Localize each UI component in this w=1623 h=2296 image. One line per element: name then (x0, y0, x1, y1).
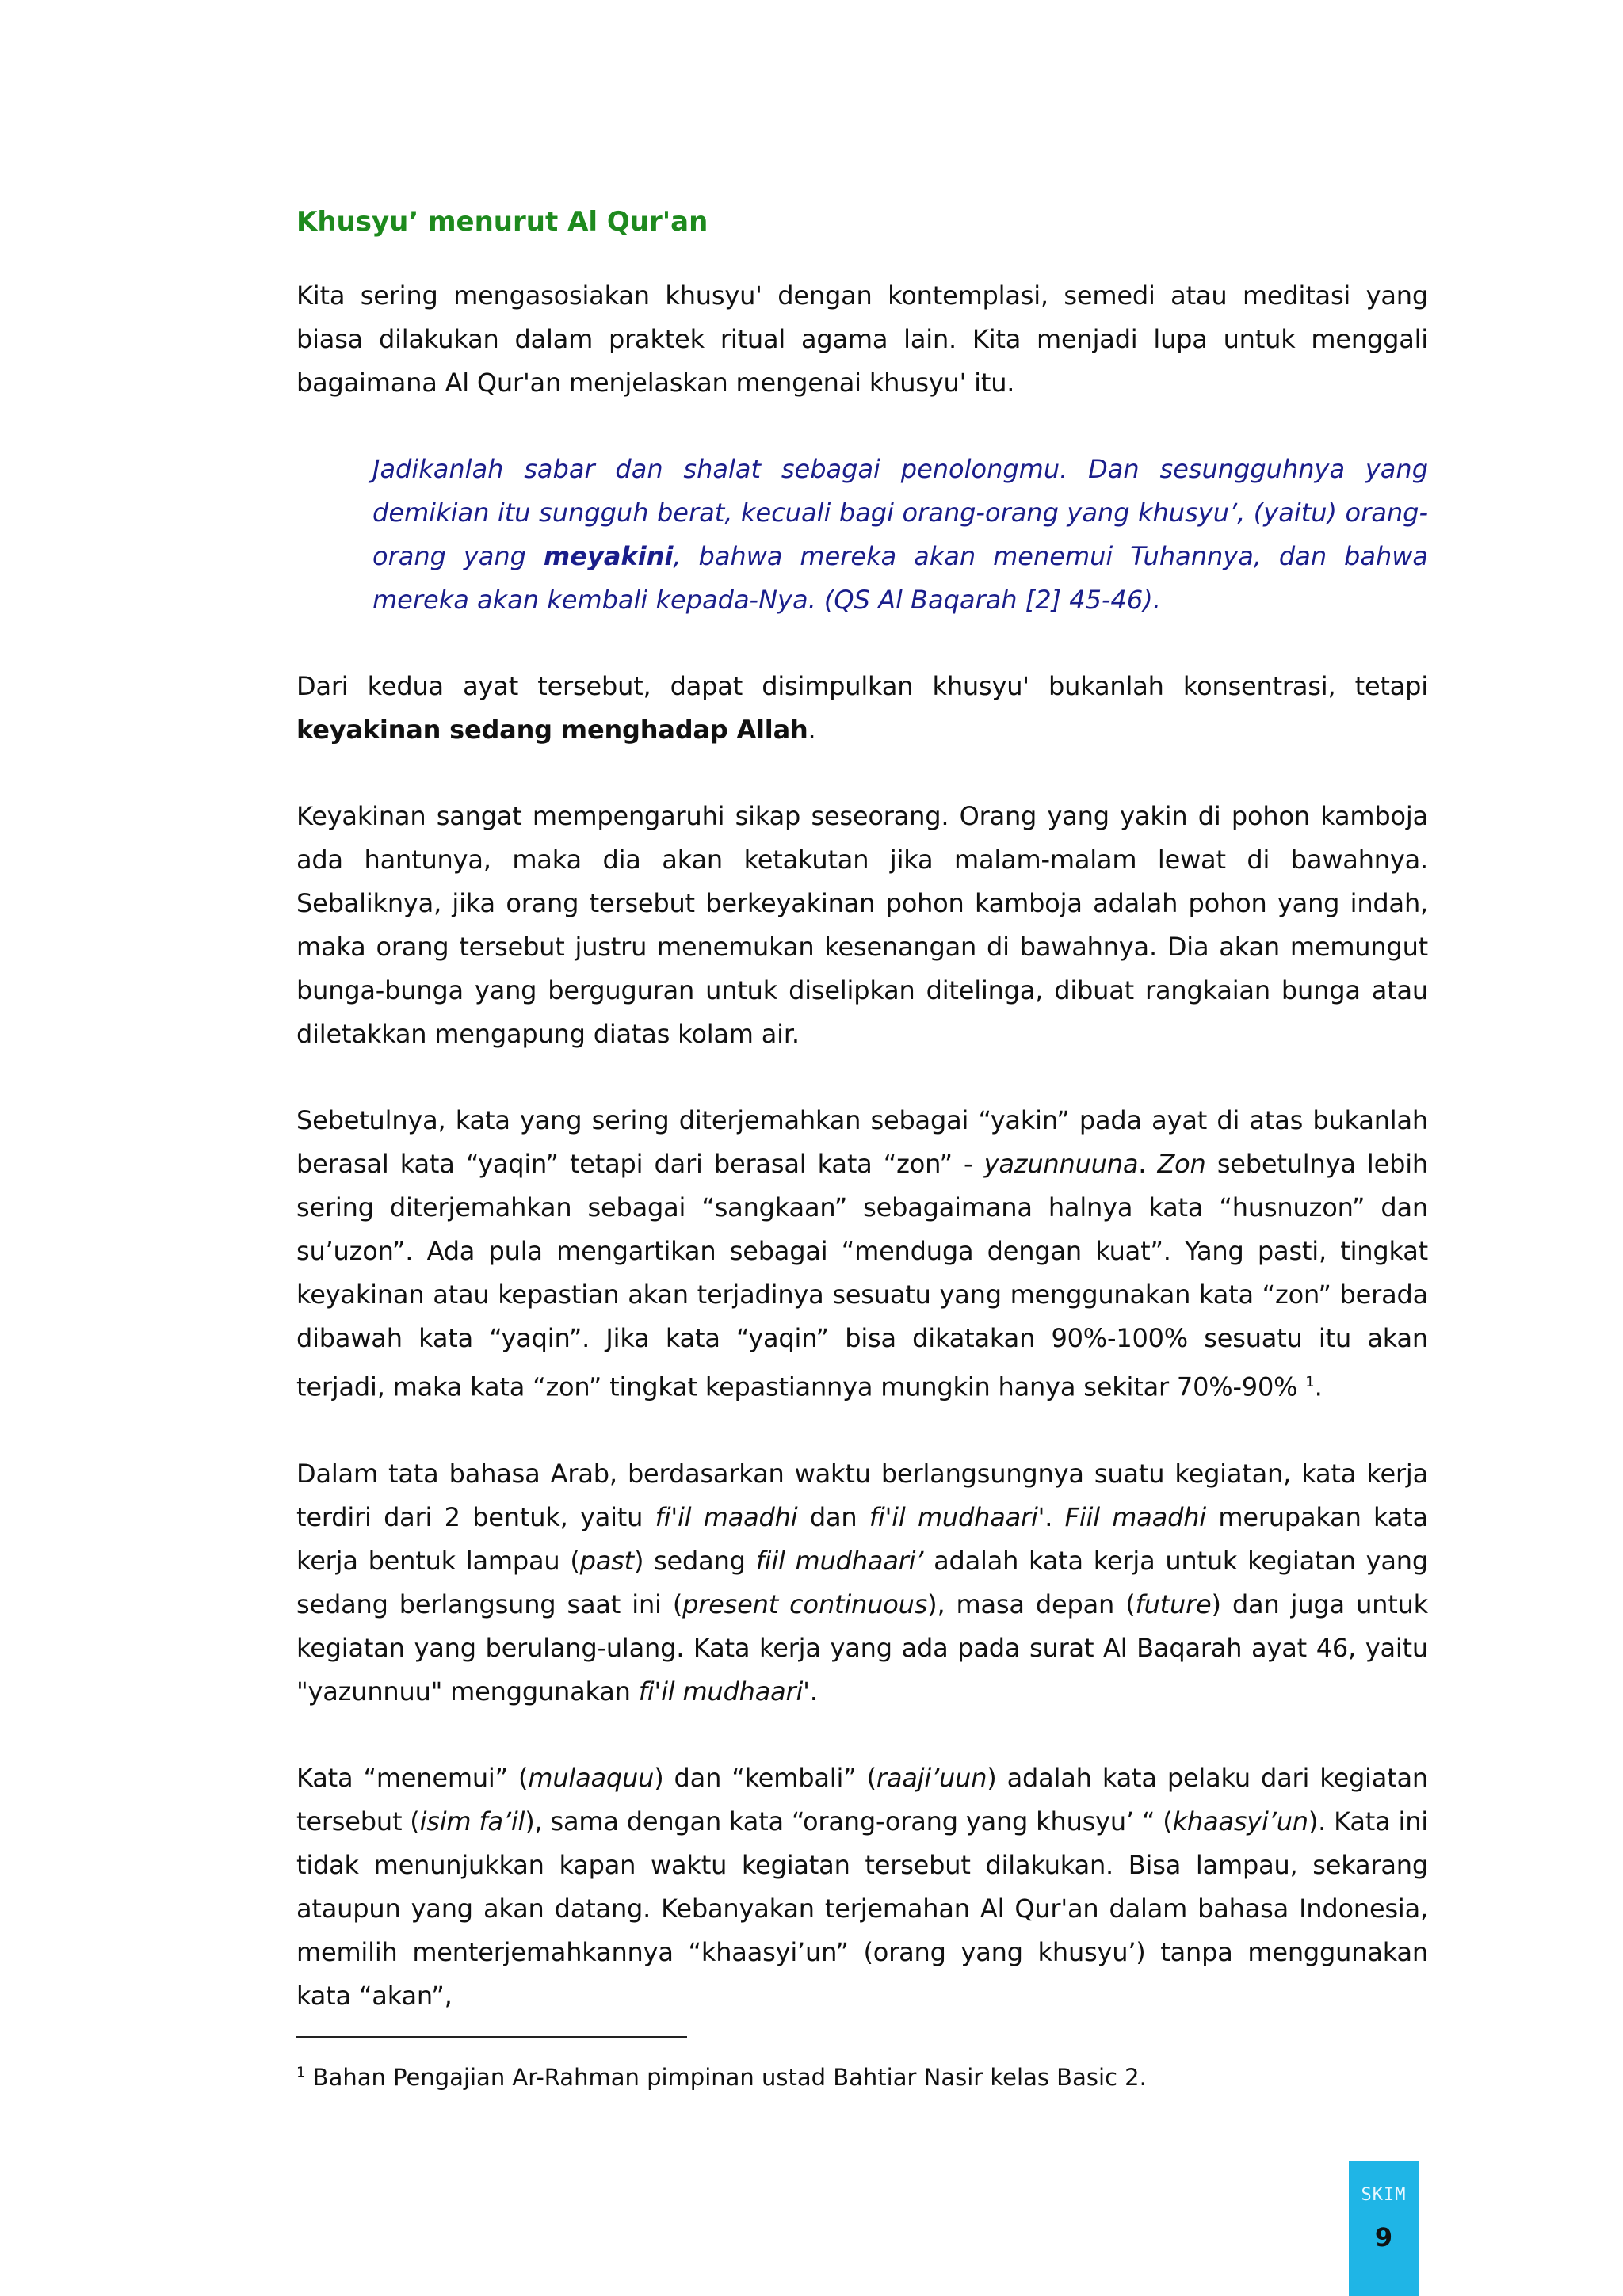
p4-text: Sebetulnya, kata yang sering diterjemahkan sebagai “yakin” pada ayat di atas bukanlah berasal kata “yaqin” tetapi dari berasal kata “zon” - (296, 1105, 1428, 1179)
page-content (296, 196, 1428, 2061)
p5-text: ) sedang (633, 1545, 756, 1576)
footnote-text: Bahan Pengajian Ar-Rahman pimpinan ustad Bahtiar Nasir kelas Basic 2. (305, 2064, 1147, 2091)
badge-label: SKIM (1361, 2185, 1407, 2205)
p5-text: ) dan juga untuk kegiatan yang berulang-ulang. Kata kerja yang ada pada surat Al Baqarah ayat 46, yaitu "yazunnuu" menggunakan (296, 1589, 1428, 1707)
p4-italic: Zon (1157, 1149, 1206, 1179)
quote-bold: meyakini (543, 541, 674, 571)
p5-italic: fiil mudhaari’ (755, 1545, 924, 1576)
p5-text: dan (797, 1501, 869, 1532)
p6-italic: khaasyi’un (1172, 1806, 1308, 1836)
page-number-badge (1349, 2161, 1419, 2296)
footnote-reference[interactable]: 1 (1305, 1374, 1315, 1390)
p5-text: adalah kata kerja untuk kegiatan yang sedang berlangsung saat ini ( (296, 1545, 1428, 1619)
footnote-divider (296, 2036, 687, 2038)
quote-text-2: , bahwa mereka akan menemui Tuhannya, dan bahwa mereka akan kembali kepada-Nya. (QS Al Baqarah [2] 45-46). (372, 541, 1429, 615)
p6-text: Kata “menemui” ( (296, 1762, 529, 1793)
p6-text: ) adalah kata pelaku dari kegiatan tersebut ( (296, 1762, 1428, 1836)
p4-text: . (1314, 1371, 1323, 1402)
section-title: Khusyu’ menurut Al Qur'an (296, 206, 708, 238)
p6-italic: raaji’uun (876, 1762, 987, 1793)
paragraph-2-text: Dari kedua ayat tersebut, dapat disimpulkan khusyu' bukanlah konsentrasi, tetapi (296, 671, 1428, 701)
paragraph-3: Keyakinan sangat mempengaruhi sikap seseorang. Orang yang yakin di pohon kamboja ada hantunya, maka dia akan ketakutan jika malam-malam lewat di bawahnya. Sebaliknya, jika orang tersebut berkeyakinan pohon kamboja adalah pohon yang indah, maka orang tersebut justru menemukan kesenangan di bawahnya. Dia akan memungut bunga-bunga yang berguguran untuk diselipkan ditelinga, dibuat rangkaian bunga atau diletakkan mengapung diatas kolam air. (296, 801, 1428, 1049)
p5-text: Dalam tata bahasa Arab, berdasarkan waktu berlangsungnya suatu kegiatan, kata kerja terdiri dari 2 bentuk, yaitu (296, 1458, 1428, 1532)
quote-text-1: Jadikanlah sabar dan shalat sebagai penolongmu. Dan sesungguhnya yang demikian itu sungguh berat, kecuali bagi orang-orang yang khusyu’, (yaitu) orang-orang yang (372, 454, 1428, 571)
paragraph-2-bold: keyakinan sedang menghadap Allah (296, 715, 808, 745)
p5-italic: fi'il mudhaari' (869, 1501, 1045, 1532)
p6-italic: mulaaquu (528, 1762, 655, 1793)
quran-quote (372, 448, 1428, 622)
p5-italic: fi'il maadhi (655, 1501, 798, 1532)
p5-italic: Fiil maadhi (1064, 1501, 1206, 1532)
footnote-mark: 1 (296, 2064, 306, 2081)
p6-text: ), sama dengan kata “orang-orang yang khusyu’ “ ( (525, 1806, 1173, 1836)
paragraph-4 (296, 1099, 1428, 1409)
p4-italic: yazunnuuna (983, 1149, 1139, 1179)
paragraph-2-end: . (808, 715, 816, 745)
p6-italic: isim fa’il (419, 1806, 525, 1836)
paragraph-1: Kita sering mengasosiakan khusyu' dengan kontemplasi, semedi atau meditasi yang biasa dilakukan dalam praktek ritual agama lain. Kita menjadi lupa untuk menggali bagaimana Al Qur'an menjelaskan mengenai khusyu' itu. (296, 280, 1428, 398)
p5-text: merupakan kata kerja bentuk lampau ( (296, 1501, 1428, 1576)
paragraph-6 (296, 1756, 1428, 2018)
p5-italic: past (579, 1545, 634, 1576)
paragraph-2 (296, 665, 1428, 752)
p4-text: . (1138, 1149, 1158, 1179)
paragraph-5 (296, 1452, 1428, 1714)
p6-text: ) dan “kembali” ( (654, 1762, 876, 1793)
page-number: 9 (1374, 2222, 1393, 2252)
p5-italic: future (1135, 1589, 1212, 1619)
p4-text: sebetulnya lebih sering diterjemahkan sebagai “sangkaan” sebagaimana halnya kata “husnuzon” dan su’uzon”. Ada pula mengartikan sebagai “menduga dengan kuat”. Yang pasti, tingkat keyakinan atau kepastian akan terjadinya sesuatu yang menggunakan kata “zon” berada dibawah kata “yaqin”. Jika kata “yaqin” bisa dikatakan 90%-100% sesuatu itu akan terjadi, maka kata “zon” tingkat kepastiannya mungkin hanya sekitar 70%-90% (296, 1149, 1428, 1402)
footnote (296, 2064, 1147, 2091)
p5-text: . (809, 1676, 818, 1707)
p6-text: ). Kata ini tidak menunjukkan kapan waktu kegiatan tersebut dilakukan. Bisa lampau, sekarang ataupun yang akan datang. Kebanyakan terjemahan Al Qur'an dalam bahasa Indonesia, memilih menterjemahkannya “khaasyi’un” (orang yang khusyu’) tanpa menggunakan kata “akan”, (296, 1806, 1428, 2011)
p5-italic: fi'il mudhaari' (638, 1676, 810, 1707)
p5-text: . (1044, 1501, 1065, 1532)
p5-italic: present continuous (682, 1589, 928, 1619)
p5-text: ), masa depan ( (927, 1589, 1136, 1619)
